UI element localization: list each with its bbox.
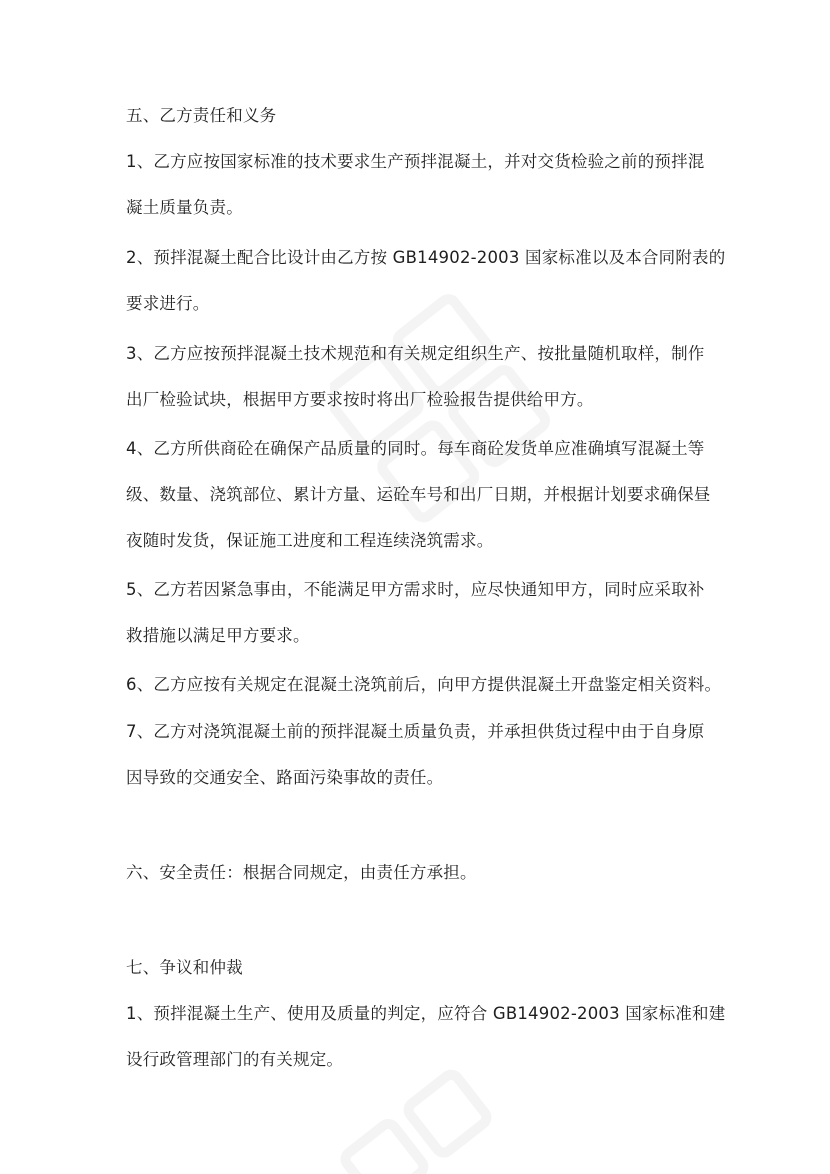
paragraph-line: 设行政管理部门的有关规定。 (126, 1050, 344, 1069)
paragraph-line: 救措施以满足甲方要求。 (126, 626, 310, 645)
paragraph-line: 3、乙方应按预拌混凝土技术规范和有关规定组织生产、按批量随机取样，制作 (126, 344, 705, 363)
paragraph-line: 4、乙方所供商砼在确保产品质量的同时。每车商砼发货单应准确填写混凝土等 (126, 439, 705, 458)
paragraph-line: 5、乙方若因紧急事由，不能满足甲方需求时，应尽快通知甲方，同时应采取补 (126, 580, 705, 599)
section-7-heading: 七、争议和仲裁 (126, 958, 243, 977)
section-5-heading: 五、乙方责任和义务 (126, 106, 277, 125)
paragraph-line: 1、预拌混凝土生产、使用及质量的判定，应符合 GB14902-2003 国家标准和建 (126, 1004, 726, 1023)
section-6-heading: 六、安全责任：根据合同规定，由责任方承担。 (126, 863, 477, 882)
paragraph-line: 因导致的交通安全、路面污染事故的责任。 (126, 768, 444, 787)
watermark-graphic-lower (320, 1060, 540, 1174)
paragraph-line: 出厂检验试块，根据甲方要求按时将出厂检验报告提供给甲方。 (126, 390, 594, 409)
paragraph-line: 1、乙方应按国家标准的技术要求生产预拌混凝土，并对交货检验之前的预拌混 (126, 152, 705, 171)
paragraph-line: 夜随时发货，保证施工进度和工程连续浇筑需求。 (126, 531, 494, 550)
paragraph-line: 要求进行。 (126, 294, 210, 313)
paragraph-line: 凝土质量负责。 (126, 198, 243, 217)
paragraph-line: 7、乙方对浇筑混凝土前的预拌混凝土质量负责，并承担供货过程中由于自身原 (126, 722, 705, 741)
paragraph-line: 2、预拌混凝土配合比设计由乙方按 GB14902-2003 国家标准以及本合同附表的 (126, 248, 726, 267)
paragraph-line: 6、乙方应按有关规定在混凝土浇筑前后，向甲方提供混凝土开盘鉴定相关资料。 (126, 675, 722, 694)
paragraph-line: 级、数量、浇筑部位、累计方量、运砼车号和出厂日期，并根据计划要求确保昼 (126, 485, 711, 504)
